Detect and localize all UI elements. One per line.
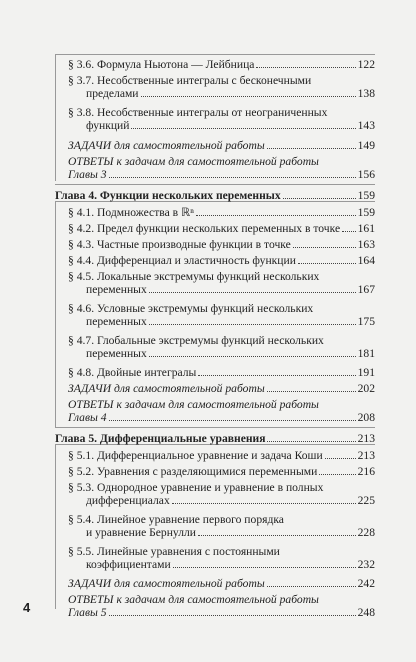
toc-tasks-entry — [55, 593, 375, 619]
page-number: 4 — [23, 600, 31, 615]
leader-dots — [319, 474, 355, 475]
toc-entry — [55, 106, 375, 132]
entry-page-number: 216 — [357, 465, 375, 478]
leader-dots — [267, 391, 356, 392]
entry-title: § 3.7. Несобственные интегралы с бесконечными — [68, 74, 312, 87]
leader-dots — [267, 148, 356, 149]
entry-title: § 4.2. Предел функции нескольких переменных в точке — [68, 222, 341, 235]
entry-title: ОТВЕТЫ к задачам для самостоятельной работы — [68, 398, 319, 411]
entry-page-number: 202 — [357, 382, 375, 395]
toc-tasks-entry — [55, 577, 375, 590]
entry-title: § 5.2. Уравнения с разделяющимися переменными — [68, 465, 318, 478]
entry-page-number: 181 — [357, 347, 375, 360]
leader-dots — [267, 441, 355, 442]
entry-page-number: 156 — [357, 168, 375, 181]
entry-title: ЗАДАЧИ для самостоятельной работы — [68, 139, 265, 152]
toc-chapter — [55, 432, 375, 445]
leader-dots — [109, 615, 356, 616]
toc-entry — [55, 366, 375, 379]
leader-dots — [173, 567, 356, 568]
leader-dots — [149, 356, 356, 357]
entry-page-number: 161 — [357, 222, 375, 235]
entry-title: коэффициентами — [86, 558, 171, 571]
entry-page-number: 164 — [357, 254, 375, 267]
entry-title: § 5.3. Однородное уравнение и уравнение в полных — [68, 481, 324, 494]
entry-title: и уравнение Бернулли — [86, 526, 196, 539]
toc-chapter — [55, 189, 375, 202]
entry-title: переменных — [86, 347, 147, 360]
toc-tasks-entry — [55, 398, 375, 424]
toc-entry — [55, 334, 375, 360]
toc-tasks-entry — [55, 382, 375, 395]
entry-title: Главы 5 — [68, 606, 107, 619]
toc-entry — [55, 545, 375, 571]
toc-entry — [55, 302, 375, 328]
toc-entry — [55, 58, 375, 71]
entry-page-number: 159 — [357, 206, 375, 219]
entry-page-number: 191 — [357, 366, 375, 379]
entry-title: ЗАДАЧИ для самостоятельной работы — [68, 382, 265, 395]
entry-title: § 4.6. Условные экстремумы функций нескольких — [68, 302, 314, 315]
entry-title: § 5.5. Линейные уравнения с постоянными — [68, 545, 280, 558]
toc-entry — [55, 206, 375, 219]
entry-title: § 4.1. Подмножества в ℝⁿ — [68, 206, 194, 219]
toc-entry — [55, 254, 375, 267]
chapter-rule — [55, 427, 375, 428]
entry-page-number: 213 — [357, 432, 375, 445]
entry-page-number: 242 — [357, 577, 375, 590]
entry-page-number: 175 — [357, 315, 375, 328]
entry-page-number: 163 — [357, 238, 375, 251]
leader-dots — [267, 586, 356, 587]
leader-dots — [325, 458, 356, 459]
leader-dots — [109, 420, 356, 421]
leader-dots — [141, 96, 356, 97]
toc-tasks-entry — [55, 139, 375, 152]
toc-entry — [55, 465, 375, 478]
entry-page-number: 232 — [357, 558, 375, 571]
leader-dots — [293, 247, 356, 248]
entry-title: переменных — [86, 283, 147, 296]
toc-entry — [55, 449, 375, 462]
toc-entry — [55, 222, 375, 235]
leader-dots — [342, 231, 356, 232]
entry-title: переменных — [86, 315, 147, 328]
entry-page-number: 122 — [357, 58, 375, 71]
entry-title: Главы 3 — [68, 168, 107, 181]
entry-title: § 3.6. Формула Ньютона — Лейбница — [68, 58, 255, 71]
leader-dots — [149, 324, 356, 325]
chapter-rule — [55, 184, 375, 185]
toc-tasks-entry — [55, 155, 375, 181]
entry-title: ЗАДАЧИ для самостоятельной работы — [68, 577, 265, 590]
leader-dots — [198, 535, 356, 536]
leader-dots — [131, 128, 355, 129]
entry-title: ОТВЕТЫ к задачам для самостоятельной работы — [68, 155, 319, 168]
entry-title: ОТВЕТЫ к задачам для самостоятельной работы — [68, 593, 319, 606]
entry-page-number: 248 — [357, 606, 375, 619]
leader-dots — [256, 67, 355, 68]
entry-title: § 5.4. Линейное уравнение первого порядка — [68, 513, 284, 526]
entry-page-number: 213 — [357, 449, 375, 462]
entry-title: Глава 4. Функции нескольких переменных — [55, 189, 281, 202]
entry-title: § 4.3. Частные производные функции в точке — [68, 238, 291, 251]
entry-title: § 3.8. Несобственные интегралы от неограниченных — [68, 106, 328, 119]
toc-entry — [55, 238, 375, 251]
toc-entry — [55, 270, 375, 296]
entry-page-number: 149 — [357, 139, 375, 152]
leader-dots — [109, 177, 356, 178]
leader-dots — [283, 198, 356, 199]
leader-dots — [172, 503, 356, 504]
toc-entry — [55, 481, 375, 507]
rule — [55, 54, 375, 55]
entry-page-number: 159 — [357, 189, 375, 202]
entry-title: Глава 5. Дифференциальные уравнения — [55, 432, 266, 445]
entry-page-number: 225 — [357, 494, 375, 507]
entry-page-number: 138 — [357, 87, 375, 100]
entry-page-number: 228 — [357, 526, 375, 539]
leader-dots — [198, 375, 355, 376]
leader-dots — [298, 263, 356, 264]
leader-dots — [149, 292, 356, 293]
entry-title: § 5.1. Дифференциальное уравнение и задача Коши — [68, 449, 323, 462]
entry-title: § 4.4. Дифференциал и эластичность функции — [68, 254, 296, 267]
toc-entry — [55, 513, 375, 539]
entry-title: § 4.8. Двойные интегралы — [68, 366, 197, 379]
entry-page-number: 208 — [357, 411, 375, 424]
entry-title: пределами — [86, 87, 139, 100]
entry-title: функций — [86, 119, 130, 132]
toc-entry — [55, 74, 375, 100]
entry-title: дифференциалах — [86, 494, 170, 507]
entry-title: § 4.7. Глобальные экстремумы функций нескольких — [68, 334, 324, 347]
entry-title: Главы 4 — [68, 411, 107, 424]
entry-page-number: 167 — [357, 283, 375, 296]
entry-page-number: 143 — [357, 119, 375, 132]
entry-title: § 4.5. Локальные экстремумы функций нескольких — [68, 270, 320, 283]
leader-dots — [196, 215, 356, 216]
